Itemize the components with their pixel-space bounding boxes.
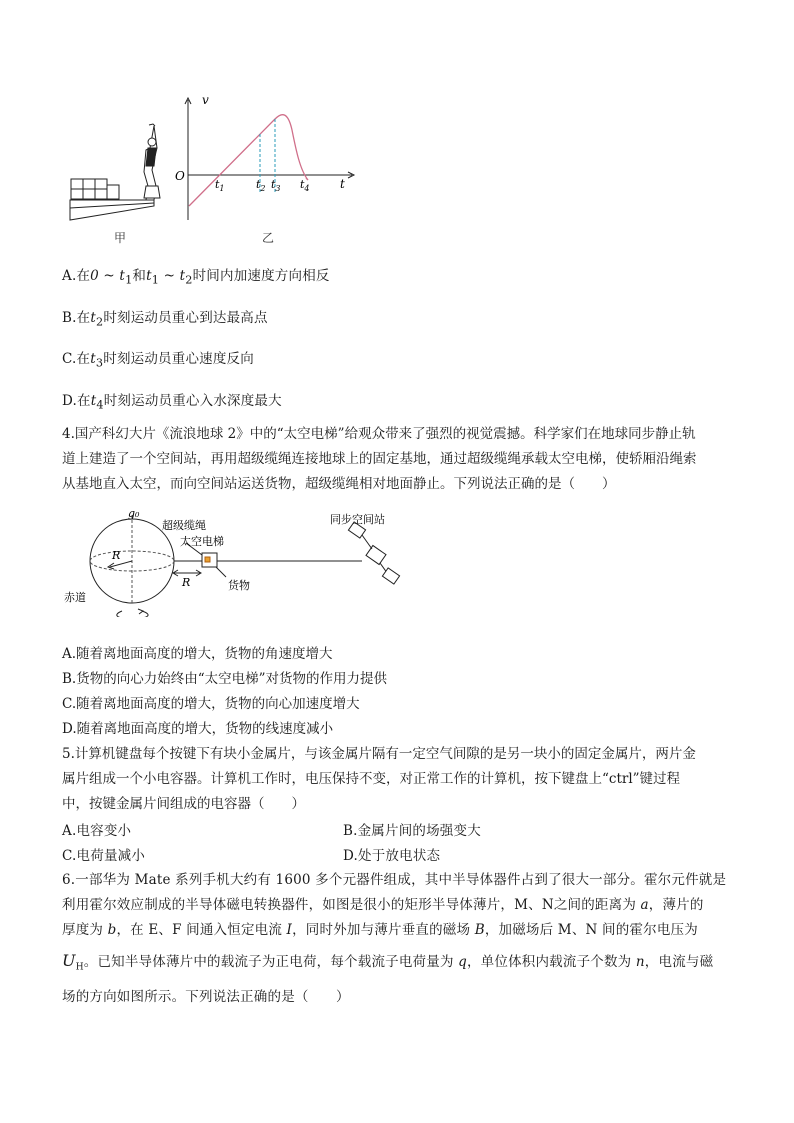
diver-illustration [70, 124, 160, 220]
q6-line-4: $U_H$。已知半导体薄片中的载流子为正电荷，每个载流子电荷量为 q，单位体积内载流子个数为 n，电流与磁 [62, 951, 714, 973]
t2-label: $t_2$ [256, 178, 266, 193]
q5-option-d: D.处于放电状态 [343, 848, 441, 864]
q4-option-d: D.随着离地面高度的增大，货物的线速度减小 [62, 721, 334, 737]
q4-option-a: A.随着离地面高度的增大，货物的角速度增大 [62, 646, 333, 662]
q5-option-c: C.电荷量减小 [62, 848, 146, 864]
q3-option-d: D.在$t_4$时刻运动员重心入水深度最大 [62, 393, 282, 412]
fig-caption-yi: 乙 [262, 231, 275, 245]
q4-option-b: B.货物的向心力始终由“太空电梯”对货物的作用力提供 [62, 671, 388, 687]
cargo-label: 货物 [228, 579, 250, 592]
vt-graph [185, 98, 354, 220]
t-axis-label: t [340, 177, 345, 191]
radius-label-outer: R [182, 576, 191, 589]
q5-option-a: A.电容变小 [62, 823, 132, 839]
velocity-curve [189, 115, 308, 206]
sync-station-icon [348, 522, 399, 584]
diver-vt-figure [62, 90, 372, 250]
elevator-label: 太空电梯 [180, 535, 224, 548]
q3-option-c: C.在$t_3$时刻运动员重心速度反向 [62, 351, 254, 370]
t1-label: $t_1$ [215, 178, 225, 193]
q5-stem: 5.计算机键盘每个按键下有块小金属片，与该金属片隔有一定空气间隙的是另一块小的固定金属片，两片金 属片组成一个小电容器。计算机工作时，电压保持不变，对正常工作的计算机，按下键盘上“ctrl”键过程 中，按键金属片间组成的电容器（ ） [62, 746, 696, 812]
q5-option-b: B.金属片间的场强变大 [343, 823, 481, 839]
q6-line-2: 利用霍尔效应制成的半导体磁电转换器件，如图是很小的矩形半导体薄片，M、N之间的距离为 a，薄片的 [62, 897, 704, 913]
space-elevator-figure [62, 505, 402, 617]
q4-options [62, 642, 732, 742]
q3-option-a: A.在0 ~ $t_1$和$t_1$ ~ $t_2$时间内加速度方向相反 [62, 268, 330, 287]
q6-line-3: 厚度为 b，在 E、F 间通入恒定电流 I，同时外加与薄片垂直的磁场 B，加磁场后 M、N 间的霍尔电压为 [62, 922, 698, 938]
q4-stem: 4.国产科幻大片《流浪地球 2》中的“太空电梯”给观众带来了强烈的视觉震撼。科学家们在地球同步静止轨 道上建造了一个空间站，再用超级缆绳连接地球上的固定基地，通过超级缆绳承载太空电梯，使轿厢沿绳索 从基地直入太空，而向空间站运送货物，超级缆绳相对地面静止。下列说法正确的是（ ） [62, 426, 697, 492]
q4-option-c: C.随着离地面高度的增大，货物的向心加速度增大 [62, 696, 360, 712]
q3-option-b: B.在$t_2$时刻运动员重心到达最高点 [62, 310, 268, 329]
q6-line-5: 场的方向如图所示。下列说法正确的是（ ） [62, 989, 350, 1005]
origin-label: O [175, 169, 185, 183]
t3-label: $t_3$ [271, 178, 281, 193]
radius-label-inner: R [112, 549, 121, 562]
fig-caption-jia: 甲 [114, 231, 127, 245]
equator-label: 赤道 [64, 591, 86, 604]
station-label: 同步空间站 [330, 513, 385, 526]
v-axis-label: v [202, 93, 209, 107]
cable-label: 超级缆绳 [162, 519, 206, 532]
g0-label: g₀ [128, 507, 140, 520]
t4-label: $t_4$ [300, 178, 310, 193]
q6-line-1: 6.一部华为 Mate 系列手机大约有 1600 多个元器件组成，其中半导体器件占到了很大一部分。霍尔元件就是 [62, 872, 727, 888]
